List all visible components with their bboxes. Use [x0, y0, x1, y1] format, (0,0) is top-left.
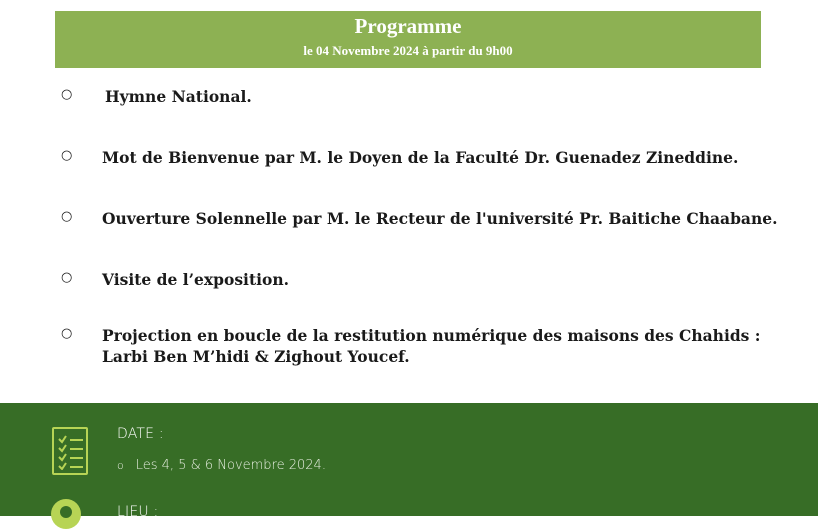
bullet-icon: ○ — [61, 148, 73, 163]
program-item-text: Ouverture Solennelle par M. le Recteur de l'université Pr. Baitiche Chaabane. — [102, 209, 778, 228]
program-item-text: Visite de l’exposition. — [102, 270, 289, 289]
lieu-label: LIEU : — [117, 504, 159, 520]
banner-subtitle: le 04 Novembre 2024 à partir du 9h00 — [303, 43, 513, 58]
banner-title: Programme — [354, 14, 462, 38]
sub-bullet: o — [117, 459, 124, 472]
bullet-icon: ○ — [61, 87, 73, 102]
date-label: DATE : — [117, 426, 164, 442]
program-item-text: Projection en boucle de la restitution numérique des maisons des Chahids : Larbi Ben M’hidi & Zighout Youcef. — [102, 326, 761, 366]
checklist-icon — [52, 427, 88, 475]
date-value: Les 4, 5 & 6 Novembre 2024. — [135, 458, 326, 473]
program-item-text: Mot de Bienvenue par M. le Doyen de la Faculté Dr. Guenadez Zineddine. — [102, 148, 739, 167]
event-info-footer — [0, 403, 818, 520]
date-value-row — [117, 458, 326, 473]
bullet-icon: ○ — [61, 209, 73, 224]
location-pin-icon — [51, 499, 81, 529]
program-banner — [55, 11, 761, 68]
program-item-text: Hymne National. — [105, 87, 252, 106]
bullet-icon: ○ — [61, 326, 73, 341]
bullet-icon: ○ — [61, 270, 73, 285]
